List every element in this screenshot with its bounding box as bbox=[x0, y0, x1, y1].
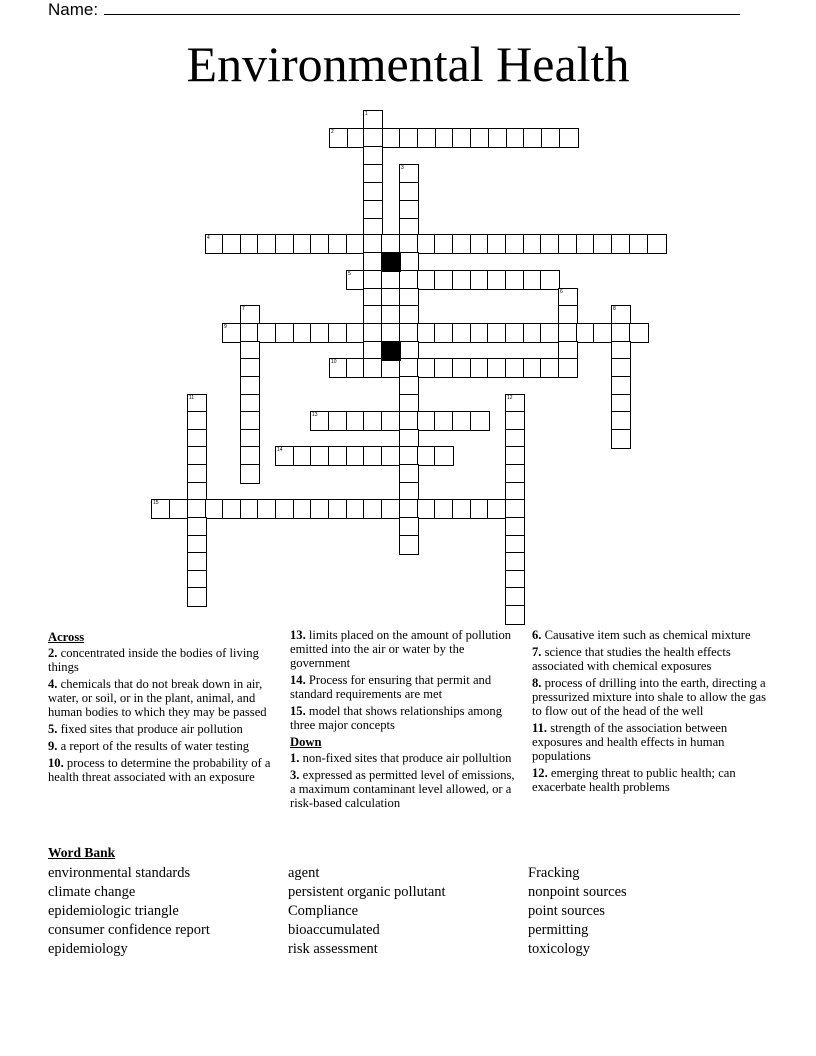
crossword-cell[interactable] bbox=[417, 128, 437, 148]
clue-number: 9. bbox=[48, 739, 58, 753]
crossword-cell[interactable] bbox=[328, 446, 348, 466]
crossword-cell[interactable] bbox=[593, 234, 613, 254]
crossword-cell[interactable] bbox=[505, 552, 525, 572]
crossword-cell[interactable] bbox=[328, 499, 348, 519]
clue-number: 8. bbox=[532, 676, 542, 690]
crossword-cell[interactable] bbox=[310, 446, 330, 466]
crossword-cell[interactable] bbox=[169, 499, 189, 519]
crossword-cell[interactable] bbox=[381, 305, 401, 325]
crossword-cell[interactable] bbox=[505, 517, 525, 537]
crossword-cell[interactable] bbox=[505, 270, 525, 290]
crossword-cell[interactable] bbox=[487, 499, 507, 519]
crossword-cell[interactable] bbox=[399, 200, 419, 220]
page-title: Environmental Health bbox=[186, 36, 630, 92]
crossword-cell[interactable] bbox=[505, 323, 525, 343]
crossword-cell[interactable] bbox=[470, 128, 490, 148]
clue-number: 7. bbox=[532, 645, 542, 659]
crossword-cell[interactable] bbox=[275, 499, 295, 519]
word-bank-item: consumer confidence report bbox=[48, 922, 210, 938]
crossword-cell[interactable] bbox=[328, 234, 348, 254]
crossword-cell[interactable] bbox=[363, 110, 383, 130]
crossword-cell[interactable] bbox=[381, 270, 401, 290]
crossword-cell[interactable] bbox=[363, 182, 383, 202]
clue-text: limits placed on the amount of pollution emitted into the air or water by the government bbox=[290, 628, 512, 670]
crossword-cell[interactable] bbox=[363, 252, 383, 272]
cell-number: 10 bbox=[331, 359, 337, 365]
cell-number: 3 bbox=[401, 165, 404, 171]
crossword-cell[interactable] bbox=[505, 587, 525, 607]
cell-number: 8 bbox=[613, 306, 616, 312]
crossword-cell[interactable] bbox=[434, 411, 454, 431]
crossword-cell[interactable] bbox=[363, 446, 383, 466]
clue-text: chemicals that do not break down in air, water, or soil, or in the plant, animal, and human bodies to which they may be passed bbox=[48, 677, 267, 719]
crossword-cell[interactable] bbox=[187, 552, 207, 572]
clues-column-1 bbox=[48, 628, 278, 787]
clue-text: Causative item such as chemical mixture bbox=[544, 628, 751, 642]
crossword-cell[interactable] bbox=[222, 234, 242, 254]
crossword-cell[interactable] bbox=[611, 305, 631, 325]
crossword-cell[interactable] bbox=[540, 270, 560, 290]
crossword-cell[interactable] bbox=[187, 517, 207, 537]
crossword-cell[interactable] bbox=[487, 234, 507, 254]
word-bank-item: bioaccumulated bbox=[288, 922, 380, 938]
crossword-cell[interactable] bbox=[399, 535, 419, 555]
crossword-cell[interactable] bbox=[363, 200, 383, 220]
crossword-cell[interactable] bbox=[611, 411, 631, 431]
clue-number: 4. bbox=[48, 677, 58, 691]
crossword-cell[interactable] bbox=[399, 234, 419, 254]
crossword-cell[interactable] bbox=[434, 446, 454, 466]
crossword-cell[interactable] bbox=[187, 464, 207, 484]
word-bank-item: permitting bbox=[528, 922, 589, 938]
crossword-cell[interactable] bbox=[363, 270, 383, 290]
across-header: Across bbox=[48, 630, 85, 644]
crossword-cell[interactable] bbox=[363, 146, 383, 166]
crossword-cell[interactable] bbox=[381, 446, 401, 466]
crossword-cell[interactable] bbox=[452, 499, 472, 519]
crossword-cell[interactable] bbox=[505, 464, 525, 484]
crossword-cell[interactable] bbox=[151, 499, 171, 519]
cell-number: 7 bbox=[242, 306, 245, 312]
crossword-cell[interactable] bbox=[187, 411, 207, 431]
crossword-cell[interactable] bbox=[558, 323, 578, 343]
clue-text: concentrated inside the bodies of living things bbox=[48, 646, 259, 674]
crossword-cell[interactable] bbox=[222, 499, 242, 519]
crossword-cell[interactable] bbox=[363, 411, 383, 431]
clue-number: 5. bbox=[48, 722, 58, 736]
crossword-cell[interactable] bbox=[363, 499, 383, 519]
clue-across-10 bbox=[48, 756, 278, 784]
word-bank-item: persistent organic pollutant bbox=[288, 884, 446, 900]
crossword-cell[interactable] bbox=[540, 358, 560, 378]
cell-number: 2 bbox=[331, 129, 334, 135]
word-bank-item: Fracking bbox=[528, 865, 580, 881]
clue-text: fixed sites that produce air pollution bbox=[60, 722, 243, 736]
crossword-cell[interactable] bbox=[363, 234, 383, 254]
crossword-cell[interactable] bbox=[487, 323, 507, 343]
clue-across-4 bbox=[48, 677, 278, 719]
crossword-cell[interactable] bbox=[611, 358, 631, 378]
clue-text: science that studies the health effects associated with chemical exposures bbox=[532, 645, 731, 673]
word-bank-item: climate change bbox=[48, 884, 136, 900]
crossword-cell[interactable] bbox=[275, 323, 295, 343]
word-bank-title: Word Bank bbox=[48, 845, 116, 860]
crossword-cell[interactable] bbox=[275, 234, 295, 254]
clue-text: strength of the association between exposures and health effects in human populations bbox=[532, 721, 728, 763]
word-bank-item: Compliance bbox=[288, 903, 359, 919]
name-label: Name: bbox=[48, 0, 99, 19]
clue-text: model that shows relationships among three major concepts bbox=[290, 704, 502, 732]
crossword-cell[interactable] bbox=[434, 234, 454, 254]
clue-down-11 bbox=[532, 721, 772, 763]
clue-down-6 bbox=[532, 628, 772, 642]
cell-number: 1 bbox=[365, 111, 368, 117]
crossword-cell[interactable] bbox=[363, 323, 383, 343]
crossword-cell[interactable] bbox=[434, 358, 454, 378]
clue-across-2 bbox=[48, 646, 278, 674]
clue-across-13 bbox=[290, 628, 522, 670]
crossword-cell[interactable] bbox=[240, 376, 260, 396]
crossword-cell[interactable] bbox=[257, 323, 277, 343]
clue-text: Process for ensuring that permit and standard requirements are met bbox=[290, 673, 492, 701]
crossword-cell[interactable] bbox=[257, 499, 277, 519]
clue-down-7 bbox=[532, 645, 772, 673]
crossword-cell[interactable] bbox=[505, 446, 525, 466]
crossword-cell[interactable] bbox=[399, 358, 419, 378]
crossword-cell[interactable] bbox=[399, 252, 419, 272]
blocked-cell bbox=[381, 341, 401, 361]
crossword-cell[interactable] bbox=[329, 128, 349, 148]
crossword-cell[interactable] bbox=[399, 164, 419, 184]
crossword-cell[interactable] bbox=[434, 323, 454, 343]
clue-text: non-fixed sites that produce air pollultion bbox=[302, 751, 512, 765]
crossword-cell[interactable] bbox=[452, 358, 472, 378]
word-bank-item: agent bbox=[288, 865, 320, 881]
clue-text: expressed as permitted level of emissions, a maximum contaminant level allowed, or a risk-based calculation bbox=[290, 768, 515, 810]
crossword-cell[interactable] bbox=[629, 323, 649, 343]
crossword-cell[interactable] bbox=[240, 305, 260, 325]
word-bank-column-2 bbox=[288, 864, 446, 959]
crossword-cell[interactable] bbox=[541, 128, 561, 148]
crossword-cell[interactable] bbox=[240, 411, 260, 431]
crossword-cell[interactable] bbox=[399, 376, 419, 396]
crossword-cell[interactable] bbox=[381, 358, 401, 378]
clue-number: 2. bbox=[48, 646, 58, 660]
crossword-cell[interactable] bbox=[399, 323, 419, 343]
word-bank-item: point sources bbox=[528, 903, 605, 919]
word-bank-column-1 bbox=[48, 864, 210, 959]
crossword-cell[interactable] bbox=[505, 234, 525, 254]
cell-number: 13 bbox=[312, 412, 318, 418]
crossword-cell[interactable] bbox=[452, 234, 472, 254]
crossword-cell[interactable] bbox=[452, 411, 472, 431]
crossword-cell[interactable] bbox=[381, 499, 401, 519]
cell-number: 9 bbox=[224, 324, 227, 330]
clue-number: 12. bbox=[532, 766, 548, 780]
crossword-cell[interactable] bbox=[647, 234, 667, 254]
crossword-cell[interactable] bbox=[505, 358, 525, 378]
crossword-cell[interactable] bbox=[505, 411, 525, 431]
crossword-cell[interactable] bbox=[399, 499, 419, 519]
crossword-cell[interactable] bbox=[611, 234, 631, 254]
crossword-cell[interactable] bbox=[328, 411, 348, 431]
clue-number: 1. bbox=[290, 751, 300, 765]
clue-text: a report of the results of water testing bbox=[60, 739, 250, 753]
clue-text: process of drilling into the earth, directing a pressurized mixture into shale to allow the gas to flow out of the head of the well bbox=[532, 676, 766, 718]
crossword-cell[interactable] bbox=[399, 464, 419, 484]
cell-number: 12 bbox=[507, 395, 513, 401]
crossword-cell[interactable] bbox=[399, 446, 419, 466]
crossword-cell[interactable] bbox=[363, 358, 383, 378]
clues-column-3 bbox=[532, 628, 772, 797]
crossword-cell[interactable] bbox=[505, 605, 525, 625]
down-header: Down bbox=[290, 735, 322, 749]
crossword-cell[interactable] bbox=[559, 128, 579, 148]
crossword-cell[interactable] bbox=[363, 164, 383, 184]
clue-across-5 bbox=[48, 722, 278, 736]
crossword-cell[interactable] bbox=[240, 446, 260, 466]
crossword-cell[interactable] bbox=[399, 305, 419, 325]
clue-number: 11. bbox=[532, 721, 548, 735]
word-bank-item: environmental standards bbox=[48, 865, 191, 881]
crossword-cell[interactable] bbox=[434, 270, 454, 290]
clue-down-3 bbox=[290, 768, 522, 810]
crossword-cell[interactable] bbox=[275, 446, 295, 466]
clue-across-9 bbox=[48, 739, 278, 753]
crossword-cell[interactable] bbox=[611, 323, 631, 343]
word-bank-item: risk assessment bbox=[288, 941, 378, 957]
crossword-cell[interactable] bbox=[310, 411, 330, 431]
crossword-cell[interactable] bbox=[381, 234, 401, 254]
crossword-cell[interactable] bbox=[558, 358, 578, 378]
word-bank-item: toxicology bbox=[528, 941, 591, 957]
clue-number: 6. bbox=[532, 628, 542, 642]
clue-number: 3. bbox=[290, 768, 300, 782]
crossword-cell[interactable] bbox=[399, 517, 419, 537]
crossword-cell[interactable] bbox=[310, 323, 330, 343]
crossword-cell[interactable] bbox=[470, 411, 490, 431]
crossword-cell[interactable] bbox=[452, 323, 472, 343]
crossword-cell[interactable] bbox=[629, 234, 649, 254]
crossword-cell[interactable] bbox=[381, 411, 401, 431]
crossword-cell[interactable] bbox=[558, 305, 578, 325]
clue-down-12 bbox=[532, 766, 772, 794]
clue-number: 15. bbox=[290, 704, 306, 718]
crossword-cell[interactable] bbox=[363, 305, 383, 325]
cell-number: 5 bbox=[348, 271, 351, 277]
clue-text: emerging threat to public health; can exacerbate health problems bbox=[532, 766, 736, 794]
crossword-cell[interactable] bbox=[187, 446, 207, 466]
clue-number: 14. bbox=[290, 673, 306, 687]
crossword-cell[interactable] bbox=[399, 128, 419, 148]
crossword-cell[interactable] bbox=[434, 499, 454, 519]
crossword-cell[interactable] bbox=[187, 587, 207, 607]
crossword-cell[interactable] bbox=[611, 429, 631, 449]
blocked-cell bbox=[381, 252, 401, 272]
crossword-cell[interactable] bbox=[399, 270, 419, 290]
crossword-cell[interactable] bbox=[505, 499, 525, 519]
crossword-cell[interactable] bbox=[452, 128, 472, 148]
crossword-cell[interactable] bbox=[487, 270, 507, 290]
crossword-cell[interactable] bbox=[593, 323, 613, 343]
crossword-cell[interactable] bbox=[310, 234, 330, 254]
word-bank-item: nonpoint sources bbox=[528, 884, 627, 900]
crossword-cell[interactable] bbox=[240, 358, 260, 378]
crossword-cell[interactable] bbox=[611, 376, 631, 396]
crossword-cell[interactable] bbox=[240, 464, 260, 484]
crossword-cell[interactable] bbox=[381, 323, 401, 343]
clue-text: process to determine the probability of a health threat associated with an exposure bbox=[48, 756, 271, 784]
crossword-cell[interactable] bbox=[523, 128, 543, 148]
cell-number: 4 bbox=[207, 235, 210, 241]
word-bank-item: epidemiology bbox=[48, 941, 128, 957]
crossword-cell[interactable] bbox=[540, 234, 560, 254]
cell-number: 15 bbox=[153, 500, 159, 506]
cell-number: 11 bbox=[189, 395, 195, 401]
clue-number: 13. bbox=[290, 628, 306, 642]
clue-down-8 bbox=[532, 676, 772, 718]
cell-number: 14 bbox=[277, 447, 283, 453]
crossword-cell[interactable] bbox=[487, 358, 507, 378]
crossword-cell[interactable] bbox=[310, 499, 330, 519]
clue-down-1 bbox=[290, 751, 522, 765]
crossword-cell[interactable] bbox=[558, 234, 578, 254]
word-bank-column-3 bbox=[528, 864, 627, 959]
crossword-cell[interactable] bbox=[187, 499, 207, 519]
clue-across-15 bbox=[290, 704, 522, 732]
crossword-cell[interactable] bbox=[222, 323, 242, 343]
cell-number: 6 bbox=[560, 289, 563, 295]
crossword-cell[interactable] bbox=[399, 182, 419, 202]
clues-column-2 bbox=[290, 628, 522, 813]
crossword-cell[interactable] bbox=[488, 128, 508, 148]
crossword-cell[interactable] bbox=[399, 411, 419, 431]
crossword-cell[interactable] bbox=[363, 128, 383, 148]
crossword-cell[interactable] bbox=[328, 323, 348, 343]
crossword-cell[interactable] bbox=[540, 323, 560, 343]
crossword-cell[interactable] bbox=[257, 234, 277, 254]
clue-across-14 bbox=[290, 673, 522, 701]
crossword-cell[interactable] bbox=[452, 270, 472, 290]
clue-number: 10. bbox=[48, 756, 64, 770]
word-bank-item: epidemiologic triangle bbox=[48, 903, 179, 919]
